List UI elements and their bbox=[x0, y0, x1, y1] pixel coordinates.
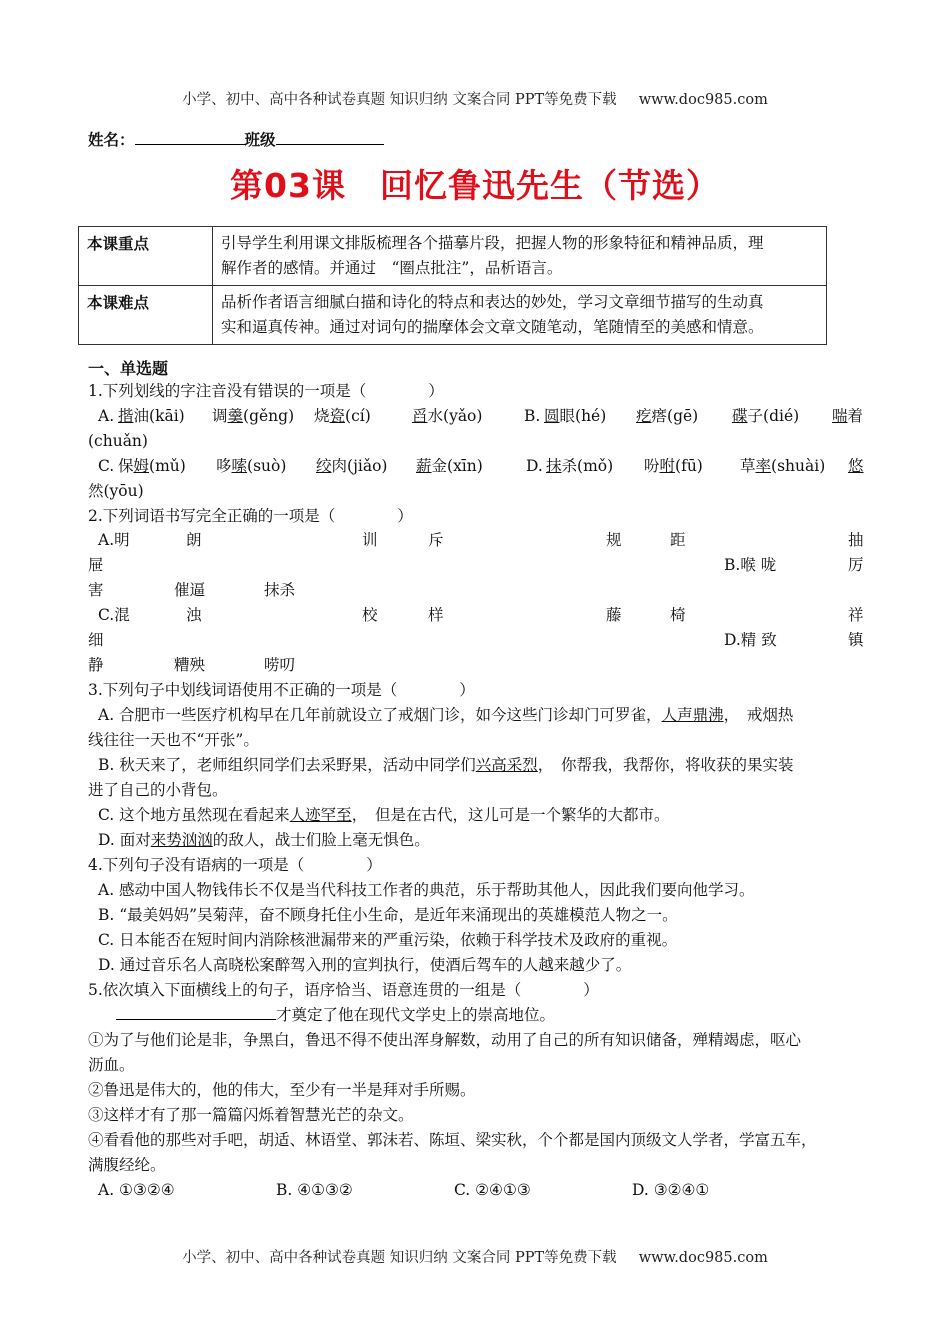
q3-stem: 3.下列句子中划线词语使用不正确的一项是（ ） bbox=[88, 681, 475, 699]
q2-d-word: 镇 bbox=[848, 631, 864, 649]
q1-a-item: 烧瓷(cí) bbox=[314, 407, 371, 425]
q1-d-label: D. bbox=[526, 457, 543, 475]
q1-d-wrap: 然(yōu) bbox=[88, 482, 144, 500]
q2-b-word: 催逼 bbox=[174, 581, 206, 599]
q1-c-item: 保姆(mǔ) bbox=[118, 457, 186, 475]
q3-option-b: B. 秋天来了，老师组织同学们去采野果，活动中同学们兴高采烈， 你帮我，我帮你，将收获的果实装 bbox=[98, 756, 794, 774]
q5-sentence-4: ④看看他的那些对手吧，胡适、林语堂、郭沫若、陈垣、梁实秋，个个都是国内顶级文人学者，学富五车， bbox=[88, 1131, 817, 1149]
q5-sentence-2: ②鲁迅是伟大的，他的伟大，至少有一半是拜对手所赐。 bbox=[88, 1081, 476, 1099]
q2-c-word: 椅 bbox=[670, 606, 686, 624]
q2-d-word: 唠叨 bbox=[264, 656, 296, 674]
goal-value bbox=[213, 286, 827, 345]
q2-a-word: 训 bbox=[362, 531, 378, 549]
table-row bbox=[79, 227, 827, 286]
q1-c-item: 哆嗦(suò) bbox=[216, 457, 287, 475]
q2-c-word: 祥 bbox=[848, 606, 864, 624]
q1-stem: 1.下列划线的字注音没有错误的一项是（ ） bbox=[88, 382, 444, 400]
q2-c-word: 浊 bbox=[186, 606, 202, 624]
q3-option-a: A. 合肥市一些医疗机构早在几年前就设立了戒烟门诊，如今这些门诊却门可罗雀，人声鼎沸， 戒烟热 bbox=[98, 706, 794, 724]
q2-d-row bbox=[88, 628, 868, 652]
page-title bbox=[0, 160, 950, 207]
q1-a-item: 舀水(yǎo) bbox=[412, 407, 483, 425]
q5-blank-tail: 才奠定了他在现代文学史上的崇高地位。 bbox=[276, 1006, 556, 1024]
section-title: 一、单选题 bbox=[88, 359, 169, 378]
q5-blank-line bbox=[98, 1003, 878, 1027]
goal-key: 本课重点 bbox=[79, 227, 213, 286]
q3-option-a-wrap: 线往往一天也不“开张”。 bbox=[88, 731, 259, 749]
q1-c-item: 薪金(xīn) bbox=[416, 457, 483, 475]
q1-c-item: 绞肉(jiǎo) bbox=[316, 457, 388, 475]
q2-d-word: 糟殃 bbox=[174, 656, 206, 674]
table-row bbox=[79, 286, 827, 345]
q1-b-item: 喘着 bbox=[832, 407, 864, 425]
q3-option-d: D. 面对来势汹汹的敌人，战士们脸上毫无惧色。 bbox=[98, 831, 430, 849]
goal-line: 品析作者语言细腻白描和诗化的特点和表达的妙处，学习文章细节描写的生动真 bbox=[221, 293, 764, 311]
goal-line: 实和逼真传神。通过对词句的揣摩体会文章文随笔动，笔随情至的美感和情意。 bbox=[221, 318, 764, 336]
q1-d-item: 草率(shuài) bbox=[740, 457, 826, 475]
q4-option-d: D. 通过音乐名人高晓松案醉驾入刑的宣判执行，使酒后驾车的人越来越少了。 bbox=[98, 956, 632, 974]
q2-b-word: 抹杀 bbox=[264, 581, 296, 599]
q2-b-wrap-row bbox=[88, 578, 868, 602]
header-text: 小学、初中、高中各种试卷真题 知识归纳 文案合同 PPT等免费下载 bbox=[182, 92, 617, 108]
q4-option-c: C. 日本能否在短时间内消除核泄漏带来的严重污染，依赖于科学技术及政府的重视。 bbox=[98, 931, 678, 949]
goal-key: 本课难点 bbox=[79, 286, 213, 345]
q2-a-word: A.明 bbox=[98, 531, 130, 549]
q1-a-item: 揩油(kāi) bbox=[118, 407, 185, 425]
page-footer bbox=[0, 1246, 950, 1267]
footer-text: 小学、初中、高中各种试卷真题 知识归纳 文案合同 PPT等免费下载 bbox=[182, 1250, 617, 1266]
q1-options-line1 bbox=[98, 404, 878, 428]
q5-option[interactable]: A. ①③②④ bbox=[98, 1181, 175, 1199]
class-blank[interactable] bbox=[276, 130, 384, 145]
q3-option-b-wrap: 进了自己的小背包。 bbox=[88, 781, 228, 799]
q3-option-c: C. 这个地方虽然现在看起来人迹罕至， 但是在古代，这儿可是一个繁华的大都市。 bbox=[98, 806, 670, 824]
q2-a-word: 斥 bbox=[428, 531, 444, 549]
title-lesson-number: 第03课 bbox=[230, 166, 346, 205]
q4-stem: 4.下列句子没有语病的一项是（ ） bbox=[88, 856, 382, 874]
q1-a-item: 调羹(gěng) bbox=[212, 407, 295, 425]
q2-b-row bbox=[88, 553, 868, 577]
q2-c-word: 藤 bbox=[606, 606, 622, 624]
header-url[interactable]: www.doc985.com bbox=[638, 92, 768, 108]
q5-sentence-3: ③这样才有了那一篇篇闪烁着智慧光芒的杂文。 bbox=[88, 1106, 414, 1124]
q5-sentence-1-wrap: 沥血。 bbox=[88, 1056, 135, 1074]
q1-b-wrap: (chuǎn) bbox=[88, 432, 148, 450]
q1-c-label: C. bbox=[98, 457, 115, 475]
q1-b-label: B. bbox=[524, 407, 541, 425]
student-info-line bbox=[88, 128, 384, 150]
q5-answer-blank[interactable] bbox=[116, 1005, 276, 1020]
q1-b-item: 疙瘩(gē) bbox=[636, 407, 699, 425]
q1-d-item: 抹杀(mǒ) bbox=[546, 457, 614, 475]
title-lesson-name: 回忆鲁迅先生（节选） bbox=[379, 166, 720, 205]
q1-b-item: 圆眼(hé) bbox=[544, 407, 607, 425]
q2-c-row bbox=[98, 603, 878, 627]
q1-b-item: 碟子(dié) bbox=[732, 407, 800, 425]
q2-a-row bbox=[98, 528, 878, 552]
q2-b-word: 害 bbox=[88, 581, 104, 599]
q2-a-word: 抽 bbox=[848, 531, 864, 549]
q2-a-word: 距 bbox=[670, 531, 686, 549]
lesson-goals-table bbox=[78, 226, 827, 345]
q5-sentence-1: ①为了与他们论是非，争黑白，鲁迅不得不使出浑身解数，动用了自己的所有知识储备，殚精竭虑，呕心 bbox=[88, 1031, 802, 1049]
q1-a-label: A. bbox=[98, 407, 115, 425]
q2-a-wrap: 屉 bbox=[88, 556, 104, 574]
page-header bbox=[0, 88, 950, 109]
q2-b-word: 厉 bbox=[848, 556, 864, 574]
q4-option-a: A. 感动中国人物钱伟长不仅是当代科技工作者的典范，乐于帮助其他人，因此我们要向他学习。 bbox=[98, 881, 755, 899]
q2-c-word: C.混 bbox=[98, 606, 130, 624]
q5-option[interactable]: D. ③②④① bbox=[632, 1181, 710, 1199]
class-label: 班级 bbox=[244, 130, 276, 149]
name-label: 姓名： bbox=[88, 130, 135, 149]
q2-a-word: 规 bbox=[606, 531, 622, 549]
q5-option[interactable]: B. ④①③② bbox=[276, 1181, 353, 1199]
q4-option-b: B. “最美妈妈”吴菊萍，奋不顾身托住小生命，是近年来涌现出的英雄模范人物之一。 bbox=[98, 906, 678, 924]
goal-line: 解作者的感情。并通过 “圈点批注”，品析语言。 bbox=[221, 259, 563, 277]
q5-sentence-4-wrap: 满腹经纶。 bbox=[88, 1156, 166, 1174]
q5-options bbox=[98, 1178, 878, 1202]
q2-c-word: 校 bbox=[362, 606, 378, 624]
q2-c-wrap: 细 bbox=[88, 631, 104, 649]
goal-line: 引导学生利用课文排版梳理各个描摹片段，把握人物的形象特征和精神品质，理 bbox=[221, 234, 764, 252]
q2-d-label: D.精 致 bbox=[724, 631, 777, 649]
q2-b-label: B.喉 咙 bbox=[724, 556, 777, 574]
q2-d-word: 静 bbox=[88, 656, 104, 674]
q2-stem: 2.下列词语书写完全正确的一项是（ ） bbox=[88, 507, 413, 525]
footer-url[interactable]: www.doc985.com bbox=[638, 1250, 768, 1266]
q2-c-word: 样 bbox=[428, 606, 444, 624]
q5-option[interactable]: C. ②④①③ bbox=[454, 1181, 531, 1199]
name-blank[interactable] bbox=[135, 130, 245, 145]
q2-a-word: 朗 bbox=[186, 531, 202, 549]
q2-d-wrap-row bbox=[88, 653, 868, 677]
q5-stem: 5.依次填入下面横线上的句子，语序恰当、语意连贯的一组是（ ） bbox=[88, 981, 599, 999]
q1-d-item: 悠 bbox=[848, 457, 864, 475]
goal-value bbox=[213, 227, 827, 286]
q1-options-line2 bbox=[98, 454, 878, 478]
q1-d-item: 吩咐(fū) bbox=[644, 457, 703, 475]
